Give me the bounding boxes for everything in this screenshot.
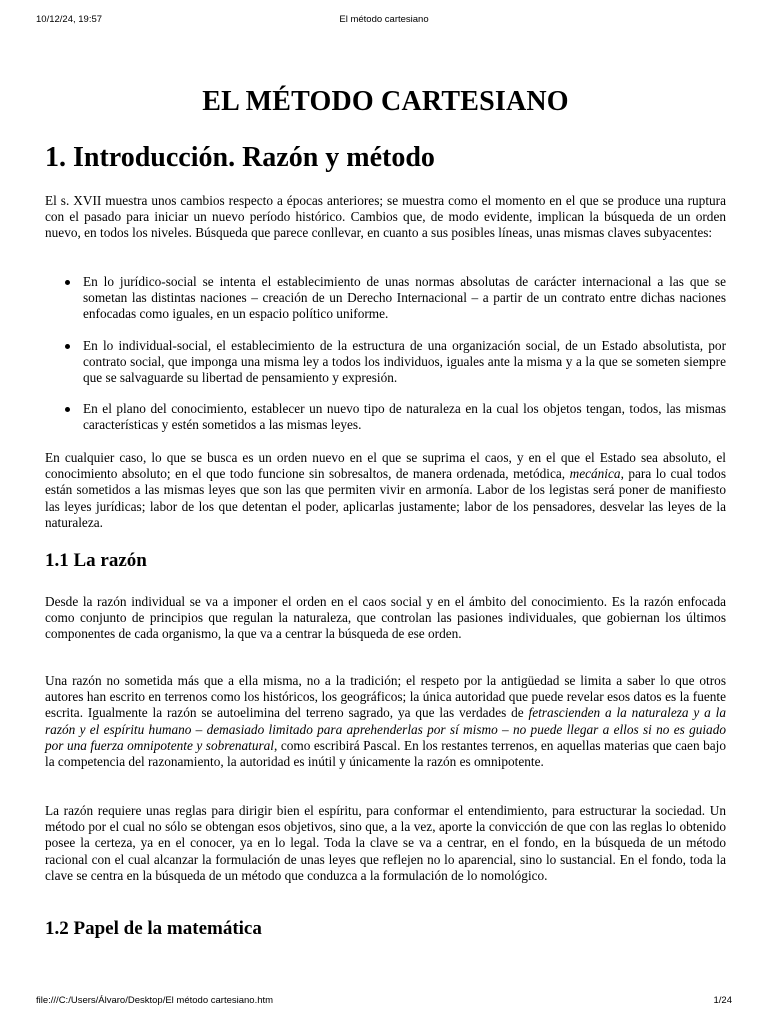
- list-item-text: En lo individual-social, el establecimiento de la estructura de una organización social, de un Estado absolutista, por contrato social, que imponga una misma ley a todos los individuos, iguales ante la misma y a la que se someten siempre que se salvaguarde su libertad de pensamiento y expresión.: [83, 337, 726, 386]
- bullet-icon: [65, 344, 70, 349]
- intro-paragraph: El s. XVII muestra unos cambios respecto a épocas anteriores; se muestra como el momento en el que se produce una ruptura con el pasado para iniciar un nuevo período histórico. Cambios que, de modo evidente, implican la búsqueda de un orden nuevo, en todos los niveles. Búsqueda que parece conllevar, en cuanto a sus posibles líneas, unas mismas claves subyacentes:: [45, 193, 726, 241]
- list-item-text: En el plano del conocimiento, establecer un nuevo tipo de naturaleza en la cual los objetos tengan, todos, las mismas características y estén sometidos a las mismas leyes.: [83, 401, 726, 433]
- print-datetime: 10/12/24, 19:57: [36, 14, 103, 25]
- paragraph-reglas-metodo: La razón requiere unas reglas para dirigir bien el espíritu, para conformar el entendimiento, para estructurar la sociedad. Un método por el cual no sólo se obtengan esos objetivos, sino que, a la vez, aporte la convicción de que con las reglas lo obtenido posee la certeza, ya en el conocer, ya en lo legal. Toda la clave se va a centrar, en el fondo, en la búsqueda de un método racional con el cual alcanzar la formulación de unas leyes que reflejen no lo aparencial, sino lo sustancial. En el fondo, toda la clave se centra en la búsqueda de un método que conduzca a la formulación de lo nomológico.: [45, 803, 726, 883]
- list-item: [45, 401, 726, 433]
- paragraph-razon-individual: Desde la razón individual se va a imponer el orden en el caos social y en el ámbito del conocimiento. Es la razón enfocada como conjunto de principios que regulan la naturaleza, que controlan las pasiones individuales, que gobiernan los últimos componentes de cada organismo, la que va a centrar la búsqueda de ese orden.: [45, 594, 726, 642]
- paragraph-orden-nuevo: En cualquier caso, lo que se busca es un orden nuevo en el que se suprima el caos, y en el que el Estado sea absoluto, el conocimiento absoluto; en el que todo funcione sin sobresaltos, de manera ordenada, metódica, mecánica, para lo cual todos están sometidos a las mismas leyes que son las que permiten vivir en armonía. Labor de los legistas será poner de manifiesto las leyes jurídicas; labor de los que detentan el poder, aplicarlas justamente; labor de los pensadores, desvelar las leyes de la naturaleza.: [45, 450, 726, 530]
- print-file-path: file:///C:/Users/Álvaro/Desktop/El método cartesiano.htm: [36, 995, 274, 1006]
- paragraph-razon-tradicion: Una razón no sometida más que a ella misma, no a la tradición; el respeto por la antigüedad se limita a saber lo que otros autores han escrito en terrenos como los históricos, los geográficos; la única autoridad que puede revelar esos datos es la fuente escrita. Igualmente la razón se autoelimina del terreno sagrado, ya que las verdades de fetrascienden a la naturaleza y a la razón y el espíritu humano – demasiado limitado para aprehenderlas por sí mismo – no puede llegar a ellos si no es guiado por una fuerza omnipotente y sobrenatural, como escribirá Pascal. En los restantes terrenos, en aquellas materias que caen bajo la competencia del razonamiento, la autoridad es inútil y únicamente la razón es omnipotente.: [45, 673, 726, 770]
- bullet-list: [45, 274, 726, 449]
- print-page-title: El método cartesiano: [339, 14, 429, 25]
- section-heading-1: 1. Introducción. Razón y método: [45, 142, 435, 173]
- section-heading-1-1: 1.1 La razón: [45, 550, 147, 571]
- bullet-icon: [65, 407, 70, 412]
- list-item: [45, 274, 726, 323]
- print-header: [0, 14, 768, 28]
- list-item: [45, 338, 726, 387]
- list-item-text: En lo jurídico-social se intenta el establecimiento de unas normas absolutas de carácter internacional a las que se sometan las distintas naciones – creación de un Derecho Internacional – a partir de un contrato entre dichas naciones enfocadas como iguales, en un espacio político uniforme.: [83, 274, 726, 322]
- document-title: EL MÉTODO CARTESIANO: [202, 86, 569, 117]
- print-footer: [0, 995, 768, 1009]
- bullet-icon: [65, 280, 70, 285]
- section-heading-1-2: 1.2 Papel de la matemática: [45, 918, 262, 939]
- print-page-number: 1/24: [713, 995, 732, 1006]
